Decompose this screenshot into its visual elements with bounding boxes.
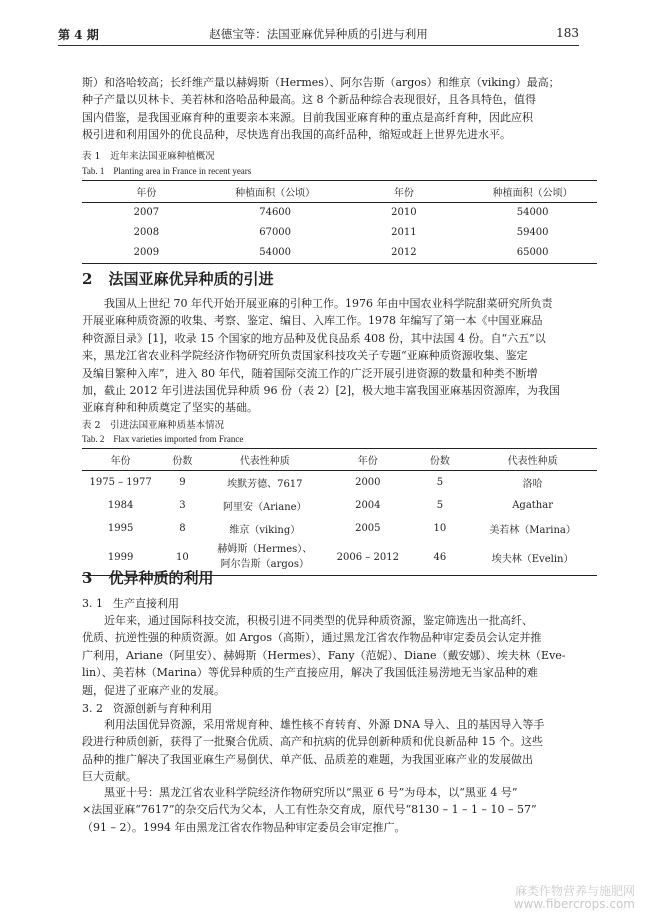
section-2-heading	[82, 268, 273, 289]
subsection-number: 3. 1	[82, 597, 103, 610]
table-cell: 2004	[355, 499, 381, 511]
table-cell: 2000	[355, 476, 381, 488]
table-cell: 54000	[516, 207, 549, 219]
table-cell: 5	[436, 476, 444, 488]
text-line: 广利用，Ariane（阿里安）、赫姆斯（Hermes）、Fany（范妮）、Diane（戴安娜）、埃夫林（Eve-	[82, 648, 566, 662]
text-line: 及编目繁种入库”，进入 80 年代，随着国际交流工作的广泛开展引进资源的数量和种类不断增	[82, 366, 538, 380]
text-line: 种子产量以贝林卡、美若林和洛哈品种最高。这 8 个新品种综合表现很好，且各具特色，值得	[82, 93, 536, 107]
text-line: ×法国亚麻“7617”的杂交后代为父本，人工有性杂交育成，原代号“8130 – 1 – 1 – 10 – 57”	[82, 803, 537, 817]
table-cell: 2007	[133, 207, 160, 219]
watermark	[505, 885, 635, 911]
table-cell: 2006 – 2012	[324, 540, 412, 576]
running-title: 赵德宝等：法国亚麻优异种质的引进与利用	[209, 27, 428, 41]
subsection-title: 生产直接利用	[113, 597, 179, 610]
table-header-cell: 份数	[412, 449, 469, 471]
text-line: 优质、抗逆性强的种质资源。如 Argos（高斯），通过黑龙江省农作物品种审定委员会认定并推	[82, 631, 542, 645]
table1-caption-en: Tab. 1 Planting area in France in recent years	[82, 166, 252, 176]
text-line: 题，促进了亚麻产业的发展。	[82, 683, 225, 697]
table-row	[82, 471, 597, 494]
text-line: 加，截止 2012 年引进法国优异种质 96 份（表 2）[2]，极大地丰富我国亚麻基因资源库，为我国	[82, 384, 561, 398]
table-header-cell: 份数	[159, 449, 205, 471]
text-line: 来，黑龙江省农业科学院经济作物研究所负责国家科技攻关子专题“亚麻种质资源收集、鉴定	[82, 349, 528, 363]
table-cell: 10	[433, 522, 447, 534]
text-line: 亚麻育种和种质奠定了坚实的基础。	[82, 401, 258, 415]
text-line: lin）、美若林（Marina）等优异种质的生产直接应用，解决了我国低洼易涝地无当家品种的难	[82, 666, 538, 680]
section-title: 法国亚麻优异种质的引进	[108, 270, 274, 288]
text-line: 国内借鉴，是我国亚麻育种的重要亲本来源。目前我国亚麻育种的重点是高纤育种，因此应积	[82, 110, 533, 124]
table-row	[82, 243, 597, 264]
table-cell: 8	[179, 522, 186, 534]
intro-paragraph	[82, 74, 597, 144]
subsection-3-1-paragraph	[82, 612, 597, 699]
section-2-paragraph	[82, 295, 597, 417]
table-cell: 10	[159, 540, 205, 576]
table-1	[82, 180, 597, 264]
table-cell: 2009	[82, 243, 211, 264]
table-cell: 2008	[133, 227, 160, 238]
table-cell: 埃默芳德、7617	[227, 478, 303, 490]
table-cell: 1984	[107, 499, 134, 511]
text-line: 斯）和洛哈较高；长纤维产量以赫姆斯（Hermes）、阿尔告斯（argos）和维京（viking）最高；	[82, 76, 560, 89]
variety-paragraph	[82, 784, 597, 836]
table-row	[82, 494, 597, 517]
section-number: 2	[82, 270, 93, 288]
watermark-name: 麻类作物营养与施肥网	[514, 884, 635, 898]
section-number: 3	[82, 569, 93, 587]
text-line: 极引进和利用国外的优良品种，尽快选育出我国的高纤品种，缩短或赶上世界先进水平。	[82, 128, 511, 142]
table-header-cell: 种植面积（公顷）	[211, 181, 340, 203]
page-number: 183	[556, 26, 579, 40]
table-header-cell: 年份	[82, 181, 211, 203]
table-header-cell: 年份	[324, 449, 412, 471]
header-rule	[58, 45, 579, 46]
table1-caption-cn: 表 1 近年来法国亚麻种植概况	[82, 151, 215, 162]
table-cell: 67000	[259, 227, 292, 238]
table-cell: 洛哈	[522, 478, 543, 490]
table-header-cell: 代表性种质	[206, 449, 324, 471]
text-line: 品种的推广解决了我国亚麻生产易倒伏、单产低、品质差的难题，为我国亚麻产业的发展做出	[82, 752, 533, 766]
table-cell: 阿里安（Ariane）	[223, 501, 307, 513]
text-line: 近年来，通过国际科技交流，积极引进不同类型的优异种质资源，鉴定筛选出一批高纤、	[104, 614, 533, 627]
table-cell: 1995	[107, 522, 134, 534]
table-cell: 5	[436, 499, 444, 511]
issue-number: 第 4 期	[58, 28, 99, 42]
table-cell-line: 赫姆斯（Hermes）、	[217, 544, 313, 556]
table-row	[82, 203, 597, 223]
text-line: 巨大贡献。	[82, 770, 137, 784]
subsection-number: 3. 2	[82, 702, 103, 715]
table-cell: 2010	[391, 207, 417, 219]
table-cell: 2012	[340, 243, 469, 264]
text-line: 段进行种质创新，获得了一批聚合优质、高产和抗病的优异创新种质和优良新品种 15 个。这些	[82, 735, 543, 749]
table-cell: 维京（viking）	[229, 524, 301, 536]
table-cell: 美若林（Marina）	[489, 524, 576, 536]
table2-caption-cn: 表 2 引进法国亚麻种质基本情况	[82, 420, 225, 431]
text-line: 黑亚十号：黑龙江省农业科学院经济作物研究所以“黑亚 6 号”为母本，以“黑亚 4 号”	[104, 786, 518, 799]
table-cell: 埃夫林（Evelin）	[468, 540, 597, 576]
table-cell: 1999	[82, 540, 159, 576]
table-cell: 1975 – 1977	[89, 476, 152, 488]
table-cell: 74600	[259, 207, 292, 219]
table-cell: 59400	[516, 227, 549, 238]
table-header-cell: 代表性种质	[468, 449, 597, 471]
running-header	[58, 26, 579, 44]
table-cell: 2011	[391, 227, 417, 238]
subsection-3-2-paragraph	[82, 716, 597, 786]
subsection-3-2-heading	[82, 700, 212, 716]
subsection-title: 资源创新与育种利用	[113, 702, 212, 715]
table-cell: Agathar	[512, 499, 553, 511]
table-cell-line: 阿尔告斯（argos）	[220, 559, 309, 571]
table-header-cell: 年份	[82, 449, 159, 471]
watermark-url: www.fibercrops.com	[513, 897, 635, 911]
subsection-3-1-heading	[82, 595, 179, 611]
table-cell: 3	[179, 499, 186, 511]
table-header-cell: 年份	[340, 181, 469, 203]
section-3-heading	[82, 567, 213, 588]
section-title: 优异种质的利用	[108, 569, 214, 587]
table-cell: 9	[179, 476, 186, 488]
table-cell: 54000	[211, 243, 340, 264]
table2-caption-en: Tab. 2 Flax varieties imported from France	[82, 434, 244, 444]
table-cell	[206, 540, 324, 576]
table-cell: 65000	[468, 243, 597, 264]
text-line: 利用法国优异资源，采用常规育种、雄性核不育转育、外源 DNA 导入、且的基因导入等手	[104, 718, 545, 731]
table-row	[82, 517, 597, 540]
text-line: 开展亚麻种质资源的收集、考察、鉴定、编目、入库工作。1978 年编写了第一本《中国亚麻品	[82, 314, 543, 328]
table-header-cell: 种植面积（公顷）	[468, 181, 597, 203]
table-cell: 2005	[355, 522, 381, 534]
text-line: （91 – 2）。1994 年由黑龙江省农作物品种审定委员会审定推广。	[82, 820, 406, 834]
table-row	[82, 223, 597, 243]
table-cell: 46	[412, 540, 469, 576]
text-line: 种资源目录》[1]，收录 15 个国家的地方品种及优良品系 408 份，其中法国 4 份。自“六五”以	[82, 331, 546, 345]
text-line: 我国从上世纪 70 年代开始开展亚麻的引种工作。1976 年由中国农业科学院甜菜研究所负责	[104, 297, 553, 310]
table-2	[82, 448, 597, 576]
